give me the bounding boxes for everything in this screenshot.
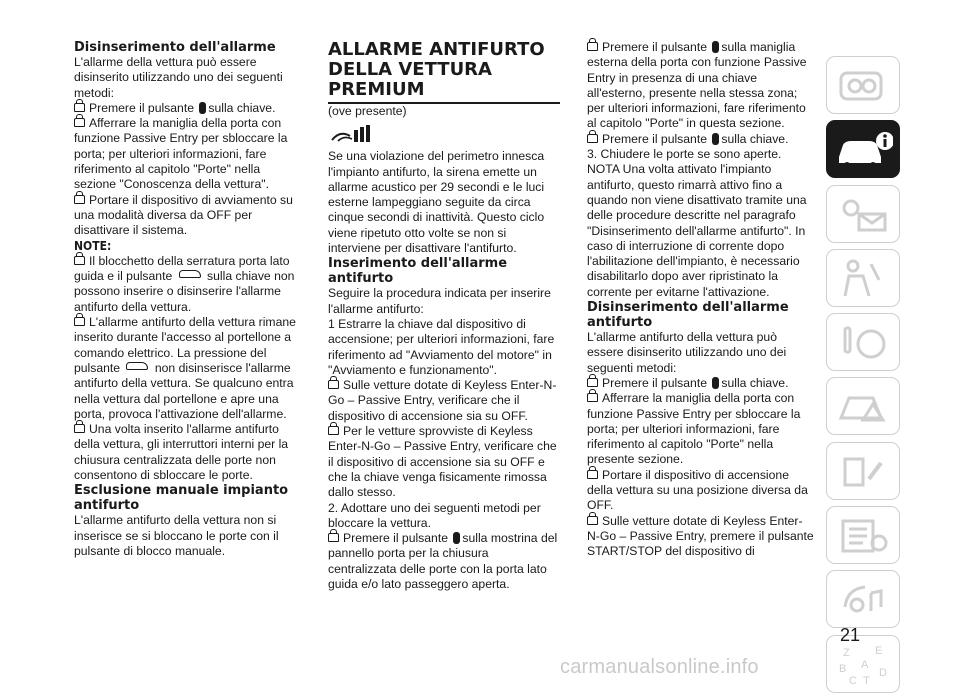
warning-light-icon [835, 192, 893, 238]
lock-button-icon [712, 41, 719, 53]
chapter-title: ALLARME ANTIFURTO DELLA VETTURA PREMIUM [328, 40, 560, 104]
paragraph: Seguire la procedura indicata per inserire l'allarme antifurto: [328, 286, 551, 316]
tab-multimedia[interactable] [826, 570, 900, 628]
tab-safety[interactable] [826, 249, 900, 307]
key-button-icon [712, 377, 719, 389]
bullet-item: Per le vetture sprovviste di Keyless Enter-N-Go – Passive Entry, verificare che il dispositivo di accensione sia su OFF e che la chiave venga fisicamente rimossa dallo stesso. [328, 424, 557, 500]
svg-text:D: D [879, 666, 887, 679]
tab-index[interactable] [826, 635, 900, 693]
section-heading-disinserimento: Disinserimento dell'allarme [74, 40, 276, 55]
column-middle [328, 40, 560, 592]
seatbelt-icon [835, 256, 893, 302]
key-button-icon [712, 133, 719, 145]
bullet-item: Afferrare la maniglia della porta con funzione Passive Entry per sbloccare la porta; per ulteriori informazioni, fare riferimento al capitolo "Porte" nella sezione "Conoscenza della vettura". [74, 116, 288, 192]
step-item: 1 Estrarre la chiave dal dispositivo di accensione; per ulteriori informazioni, fare riferimento ad "Avviamento del motore" in "Avviamento e funzionamento". [328, 316, 555, 377]
svg-text:A: A [861, 658, 869, 671]
section-heading-disinserimento-antifurto: Disinserimento dell'allarme antifurto [587, 300, 789, 331]
specifications-icon [835, 513, 893, 559]
svg-text:C: C [849, 674, 857, 687]
step-item: 2. Adottare uno dei seguenti metodi per bloccare la vettura. [328, 500, 541, 530]
bullet-icon [74, 317, 85, 326]
svg-text:T: T [863, 674, 870, 687]
steering-wheel-icon [835, 320, 893, 366]
bullet-icon [74, 256, 85, 265]
watermark: carmanualsonline.info [560, 656, 759, 678]
svg-text:Z: Z [843, 646, 850, 659]
paragraph: L'allarme antifurto della vettura non si inserisce se si bloccano le porte con il pulsante di blocco manuale. [74, 513, 279, 558]
lock-button-icon [453, 532, 460, 544]
alphabet-index-icon [835, 642, 893, 688]
bullet-icon [587, 393, 598, 402]
column-right [587, 40, 815, 560]
chapter-tabs [826, 56, 900, 699]
paragraph: Se una violazione del perimetro innesca l'impianto antifurto, la sirena emette un allarme acustico per 29 secondi e le luci esterne lampeggiano seguite da circa cinque secondi di inattività. Questo ciclo viene ripetuto otto volte se non si interviene per disattivare l'antifurto. [328, 149, 545, 256]
bullet-item: Sulle vetture dotate di Keyless Enter-N-Go – Passive Entry, premere il pulsante START/STOP del dispositivo di [587, 513, 814, 559]
multimedia-icon [835, 577, 893, 623]
tab-driving[interactable] [826, 313, 900, 371]
tab-vehicle-info[interactable] [826, 120, 900, 178]
key-button-icon [199, 102, 206, 114]
note-item: L'allarme antifurto della vettura rimane inserito durante l'accesso al portellone a comando elettrico. La pressione del pulsante non disinserisce l'allarme antifurto della vettura. Se qualcuno entra nella vettura dal portellone e apre una porta, provoca l'attivazione dell'allarme. [74, 315, 296, 421]
bullet-icon [74, 118, 85, 127]
section-heading-inserimento: Inserimento dell'allarme antifurto [328, 256, 508, 287]
bullet-item: Premere il pulsante sulla mostrina del pannello porta per la chiusura centralizzata delle porte con la porta lato guida e/o lato passeggero aperta. [328, 531, 558, 592]
bullet-icon [328, 533, 339, 542]
bullet-icon [74, 195, 85, 204]
bullet-item: Premere il pulsante sulla chiave. [74, 101, 298, 116]
svg-text:E: E [875, 644, 883, 657]
note-heading: NOTE: [74, 238, 112, 253]
bullet-icon [74, 424, 85, 433]
bullet-icon [587, 470, 598, 479]
subtitle: (ove presente) [328, 104, 407, 118]
bullet-icon [587, 134, 598, 143]
bullet-icon [328, 426, 339, 435]
emergency-icon [835, 384, 893, 430]
premium-alarm-logo-icon [330, 124, 376, 144]
bullet-item: Portare il dispositivo di accensione della vettura su una posizione diversa da OFF. [587, 467, 808, 513]
intro-paragraph: L'allarme della vettura può essere disinserito utilizzando uno dei seguenti metodi: [74, 55, 283, 100]
tab-warning-lights[interactable] [826, 185, 900, 243]
dashboard-icon [835, 63, 893, 109]
tailgate-button-icon [179, 270, 201, 278]
tab-specifications[interactable] [826, 506, 900, 564]
section-heading-esclusione: Esclusione manuale impianto antifurto [74, 483, 289, 514]
bullet-icon [587, 42, 598, 51]
bullet-item: Premere il pulsante sulla chiave. [587, 132, 815, 147]
bullet-item: Premere il pulsante sulla maniglia esterna della porta con funzione Passive Entry in presenza di una chiave all'esterno, presente nella stessa zona; per ulteriori informazioni, fare riferimento al capitolo "Porte" in questa sezione. [587, 40, 807, 131]
bullet-icon [328, 380, 339, 389]
bullet-icon [587, 378, 598, 387]
nota-paragraph: NOTA Una volta attivato l'impianto antifurto, questo rimarrà attivo fino a quando non viene disattivato tramite una delle procedure descritte nel paragrafo "Disinserimento dell'allarme antifurto". In caso di interruzione di corrente dopo l'abilitazione dell'impianto, è necessario disabilitarlo dopo aver ripristinato la corrente per evitarne l'attivazione. [587, 162, 807, 299]
note-item: Il blocchetto della serratura porta lato guida e il pulsante sulla chiave non possono inserire o disinserire l'allarme antifurto della vettura. [74, 253, 295, 314]
svg-text:B: B [839, 662, 847, 675]
note-item: Una volta inserito l'allarme antifurto della vettura, gli interruttori interni per la chiusura centralizzata delle porte non consentono di sbloccare le porte. [74, 422, 289, 483]
step-item: 3. Chiudere le porte se sono aperte. [587, 147, 782, 162]
tab-dashboard[interactable] [826, 56, 900, 114]
bullet-icon [587, 516, 598, 525]
bullet-item: Premere il pulsante sulla chiave. [587, 376, 815, 391]
tailgate-button-icon [126, 362, 148, 370]
page-number: 21 [840, 625, 861, 645]
bullet-item: Portare il dispositivo di avviamento su una modalità diversa da OFF per disattivare il sistema. [74, 192, 293, 238]
bullet-item: Afferrare la maniglia della porta con funzione Passive Entry per sbloccare la porta; per ulteriori informazioni, fare riferimento al capitolo "Porte" nella presente sezione. [587, 391, 801, 467]
tab-maintenance[interactable] [826, 442, 900, 500]
car-info-icon [835, 127, 893, 173]
column-left [74, 40, 298, 559]
bullet-item: Sulle vetture dotate di Keyless Enter-N-Go – Passive Entry, verificare che il dispositivo di accensione sia su OFF. [328, 378, 557, 423]
bullet-icon [74, 103, 85, 112]
paragraph: L'allarme antifurto della vettura può essere disinserito utilizzando uno dei seguenti metodi: [587, 330, 787, 375]
maintenance-icon [835, 449, 893, 495]
tab-emergency[interactable] [826, 377, 900, 435]
